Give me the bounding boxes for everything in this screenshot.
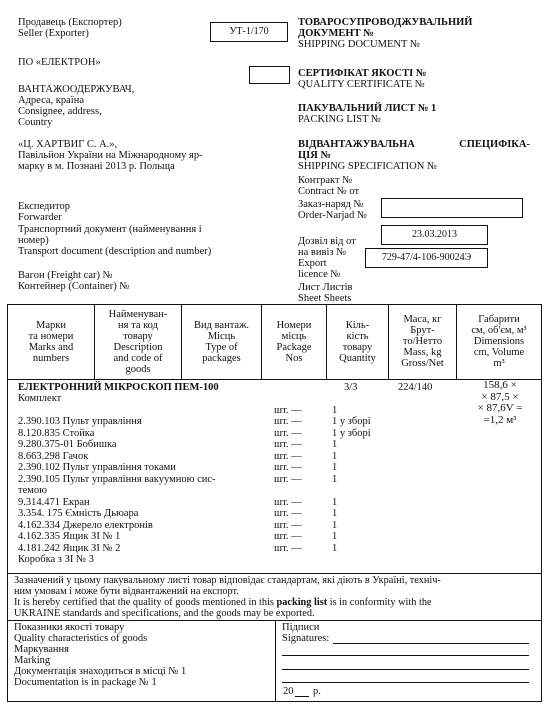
header-dim-4: cm, Volume [473, 347, 525, 358]
items-rows [18, 393, 398, 566]
certify-en-1a: It is hereby certified that the quality of goods mentioned in this [14, 597, 277, 608]
signature-line-2[interactable] [282, 655, 529, 656]
order-en: Order-Narjad № [298, 210, 367, 221]
contract-en: Contract № от [298, 186, 360, 197]
header-pkg-2: Місць [207, 331, 236, 342]
table-row [18, 451, 398, 463]
item-unit: шт. — [274, 427, 302, 439]
permit-number-box[interactable]: 729-47/4-106-90024Э [365, 248, 488, 268]
header-qty-2: кість [346, 331, 369, 342]
table-row [18, 508, 398, 520]
product-name: ЕЛЕКТРОННИЙ МІКРОСКОП ПЕМ-100 [18, 382, 219, 393]
header-pkg-1: Вид вантаж. [194, 320, 249, 331]
table-row [18, 405, 398, 417]
table-row [18, 543, 398, 555]
item-name: 3.354. 175 Ємність Дьюара [18, 508, 139, 519]
dims-line-2: × 87,5 × [481, 390, 519, 403]
table-row [18, 428, 398, 440]
header-marks [8, 320, 94, 364]
quality-en: QUALITY CERTIFICATE № [298, 79, 425, 90]
item-quantity: 1 [332, 519, 338, 531]
header-marks-1: Марки [36, 320, 66, 331]
shipping-doc-ua-2: ДОКУМЕНТ № [298, 28, 374, 39]
header-qty-4: Quantity [339, 353, 376, 364]
item-quantity: 1 [332, 542, 338, 554]
signature-line-1[interactable] [333, 643, 529, 644]
contract-label [298, 175, 359, 197]
quality-certificate-title [298, 68, 426, 90]
item-name: Коробка з ЗІ № 3 [18, 554, 94, 565]
transport-doc-label [18, 224, 211, 257]
header-nos-2: місць [281, 331, 307, 342]
table-row [18, 531, 398, 543]
sheets-label [298, 282, 352, 304]
item-quantity: 1 у зборі [332, 427, 371, 439]
company-line-2: Павільйон України на Міжнародному яр- [18, 150, 203, 161]
contract-ua: Контракт № [298, 175, 353, 186]
item-name: 4.162.335 Ящик ЗІ № 1 [18, 531, 121, 542]
header-nos-4: Nos [285, 353, 303, 364]
order-label [298, 199, 367, 221]
signatures-ua: Підписи [282, 622, 320, 633]
table-row [18, 520, 398, 532]
header-marks-4: numbers [32, 353, 70, 364]
consignee-line-2: Адреса, країна [18, 95, 85, 106]
item-quantity: 1 у зборі [332, 416, 371, 427]
shipping-document-title [298, 17, 472, 50]
certify-ua-1: Зазначений у цьому пакувальному листі товар відповідає стандартам, які діють в Україні, техніч- [14, 575, 441, 586]
header-nos-1: Номери [276, 320, 312, 331]
seller-label [18, 17, 122, 39]
header-pkg-4: packages [202, 353, 241, 364]
item-name: Комплект [18, 393, 62, 404]
certify-en-2: UKRAINE standards and specifications, and the goods may be exported. [14, 608, 315, 619]
permit-line-2: на вивіз № [298, 247, 347, 258]
table-row [18, 439, 398, 451]
header-description [95, 309, 181, 375]
spec-word-1: ВІДВАНТАЖУВАЛЬНА [298, 139, 415, 150]
shipping-specification-title [298, 139, 530, 172]
item-name: 2.390.103 Пульт управління [18, 416, 142, 427]
certify-en-1c: is in conformity with the [327, 597, 432, 608]
item-unit: шт. — [274, 473, 302, 485]
export-permit-label [298, 236, 356, 280]
dims-line-3: × 87,6V = [477, 402, 523, 414]
packing-list-title [298, 103, 436, 125]
header-dim-3: Dimensions [473, 336, 525, 347]
packing-en: PACKING LIST № [298, 114, 381, 125]
item-quantity: 1 [332, 473, 338, 485]
sheets-ua: Лист Листів [298, 282, 353, 293]
wagon-line: Вагон (Freight car) № [18, 270, 113, 281]
transport-line-1: Транспортний документ (найменування і [18, 224, 202, 235]
item-unit: шт. — [274, 496, 302, 508]
consignee-line-3: Consignee, address, [18, 106, 102, 117]
table-row [18, 554, 398, 566]
spec-line-2: ЦІЯ № [298, 150, 332, 161]
item-unit: шт. — [274, 404, 302, 416]
signature-line-4[interactable] [282, 682, 529, 683]
reference-number-box[interactable]: УТ-1/170 [210, 22, 288, 42]
item-unit: шт. — [274, 519, 302, 531]
table-row [18, 462, 398, 474]
transport-line-3: Transport document (description and number) [18, 246, 212, 257]
company-line-1: «Ц. ХАРТВИГ С. А.», [18, 139, 118, 150]
header-mass-2: Брут- [410, 325, 435, 336]
items-list [18, 393, 398, 566]
footer-divider [275, 620, 276, 702]
consignee-label [18, 84, 134, 128]
item-name: 9.314.471 Екран [18, 496, 90, 508]
header-mass-1: Маса, кг [403, 314, 442, 325]
transport-line-2: номер) [18, 235, 49, 246]
wagon-label [18, 270, 129, 292]
dims-line-4: =1,2 м³ [483, 413, 517, 426]
item-name: 8.663.298 Гачок [18, 450, 89, 462]
certify-ua-2: ним умовам і може бути відвантажений на експорт. [14, 586, 239, 597]
item-name: 9.280.375-01 Бобишка [18, 439, 117, 450]
date-box[interactable]: 23.03.2013 [381, 225, 488, 245]
footer-left [14, 622, 186, 688]
header-dimensions [457, 314, 541, 369]
header-desc-3: товару [123, 331, 153, 342]
header-mass-4: Mass, kg [403, 347, 442, 358]
consignee-line-4: Country [18, 117, 53, 128]
certification-text [14, 575, 536, 619]
places-count: 3/3 [344, 382, 358, 393]
header-desc-2: ня та код [118, 320, 158, 331]
packing-ua: ПАКУВАЛЬНИЙ ЛИСТ № 1 [298, 103, 437, 114]
signatures-label [282, 622, 329, 644]
item-unit: шт. — [274, 450, 302, 462]
item-unit: шт. — [274, 531, 302, 542]
item-quantity: 1 [332, 462, 338, 473]
item-unit: шт. — [274, 508, 302, 519]
header-mass-3: то/Нетто [402, 336, 443, 347]
item-name: 8.120.835 Стойка [18, 427, 95, 439]
certify-top-line [7, 573, 542, 574]
permit-line-1: Дозвіл від от [298, 236, 356, 247]
dimensions-value [462, 380, 538, 426]
forwarder-ua: Експедитор [18, 201, 70, 212]
signature-line-3[interactable] [282, 669, 529, 670]
shipping-doc-ua-1: ТОВАРОСУПРОВОДЖУВАЛЬНИЙ [298, 17, 473, 28]
table-row [18, 497, 398, 509]
header-marks-2: та номери [28, 331, 74, 342]
consignee-line-1: ВАНТАЖООДЕРЖУВАЧ, [18, 84, 135, 95]
item-unit: шт. — [274, 542, 302, 554]
header-dim-5: m³ [493, 358, 505, 369]
container-line: Контейнер (Container) № [18, 281, 130, 292]
header-mass [389, 314, 456, 369]
spec-word-2: СПЕЦИФІКА- [459, 139, 530, 150]
blank-box[interactable] [249, 66, 290, 84]
footer-left-5: Документація знаходиться в місці № 1 [14, 666, 187, 677]
date-underline[interactable] [295, 696, 309, 697]
header-desc-6: goods [125, 364, 151, 375]
footer-left-2: Quality characteristics of goods [14, 633, 148, 644]
seller-name: ПО «ЕЛЕКТРОН» [18, 57, 101, 68]
permit-line-4: licence № [298, 269, 341, 280]
quality-ua: СЕРТИФІКАТ ЯКОСТІ № [298, 68, 427, 79]
header-marks-3: Marks and [28, 342, 74, 353]
signatures-en: Signatures: [282, 633, 330, 644]
table-row [18, 474, 398, 486]
company-line-3: марку в м. Познані 2013 р. Польща [18, 161, 175, 172]
header-quantity [327, 320, 388, 364]
header-desc-4: Description [113, 342, 163, 353]
footer-left-1: Показники якості товару [14, 622, 125, 633]
header-qty-1: Кіль- [345, 320, 370, 331]
item-quantity: 1 [332, 439, 338, 450]
shipping-doc-en: SHIPPING DOCUMENT № [298, 39, 420, 50]
mass-value: 224/140 [398, 382, 433, 393]
header-desc-5: and code of [113, 353, 163, 364]
item-quantity: 1 [332, 450, 338, 462]
item-quantity: 1 [332, 531, 338, 542]
date-year: р. [313, 686, 321, 697]
table-row [18, 416, 398, 428]
date-day: 20 [283, 686, 294, 697]
item-quantity: 1 [332, 404, 338, 416]
header-package-nos [262, 320, 326, 364]
table-top-line [7, 304, 542, 305]
item-name: темою [18, 485, 47, 496]
spec-en: SHIPPING SPECIFICATION № [298, 161, 437, 172]
header-package-type [182, 320, 261, 364]
item-name: 4.162.334 Джерело електронів [18, 519, 153, 531]
header-dim-1: Габарити [478, 314, 520, 325]
item-unit: шт. — [274, 439, 302, 450]
spec-line-1 [298, 139, 530, 150]
item-name: 2.390.105 Пульт управління вакуумною сис- [18, 473, 216, 485]
footer-left-3: Маркування [14, 644, 69, 655]
item-unit: шт. — [274, 416, 302, 427]
forwarder-en: Forwarder [18, 212, 62, 223]
header-desc-1: Найменуван- [108, 309, 168, 320]
order-ua: Заказ-наряд № [298, 199, 364, 210]
seller-en: Seller (Exporter) [18, 28, 89, 39]
seller-ua: Продавець (Експортер) [18, 17, 122, 28]
item-quantity: 1 [332, 496, 338, 508]
item-name: 4.181.242 Ящик ЗІ № 2 [18, 542, 121, 554]
consignee-company [18, 139, 203, 172]
certify-en-1 [14, 597, 536, 608]
sheets-en: Sheet Sheets [298, 293, 352, 304]
item-name: 2.390.102 Пульт управління токами [18, 462, 176, 473]
header-dim-2: см, об'єм, м³ [471, 325, 527, 336]
footer-left-4: Marking [14, 655, 51, 666]
item-unit: шт. — [274, 462, 302, 473]
table-row [18, 485, 398, 497]
permit-line-3: Export [298, 258, 327, 269]
order-number-box[interactable] [381, 198, 523, 218]
header-nos-3: Package [276, 342, 312, 353]
header-qty-3: товару [342, 342, 373, 353]
footer-left-6: Documentation is in package № 1 [14, 677, 157, 688]
table-row [18, 393, 398, 405]
header-mass-5: Gross/Net [401, 358, 444, 369]
certify-en-1b: packing list [276, 597, 328, 608]
dims-line-1: 158,6 × [483, 379, 517, 391]
header-pkg-3: Type of [205, 342, 238, 353]
right-border [541, 304, 542, 702]
forwarder-label [18, 201, 70, 223]
item-quantity: 1 [332, 508, 338, 519]
